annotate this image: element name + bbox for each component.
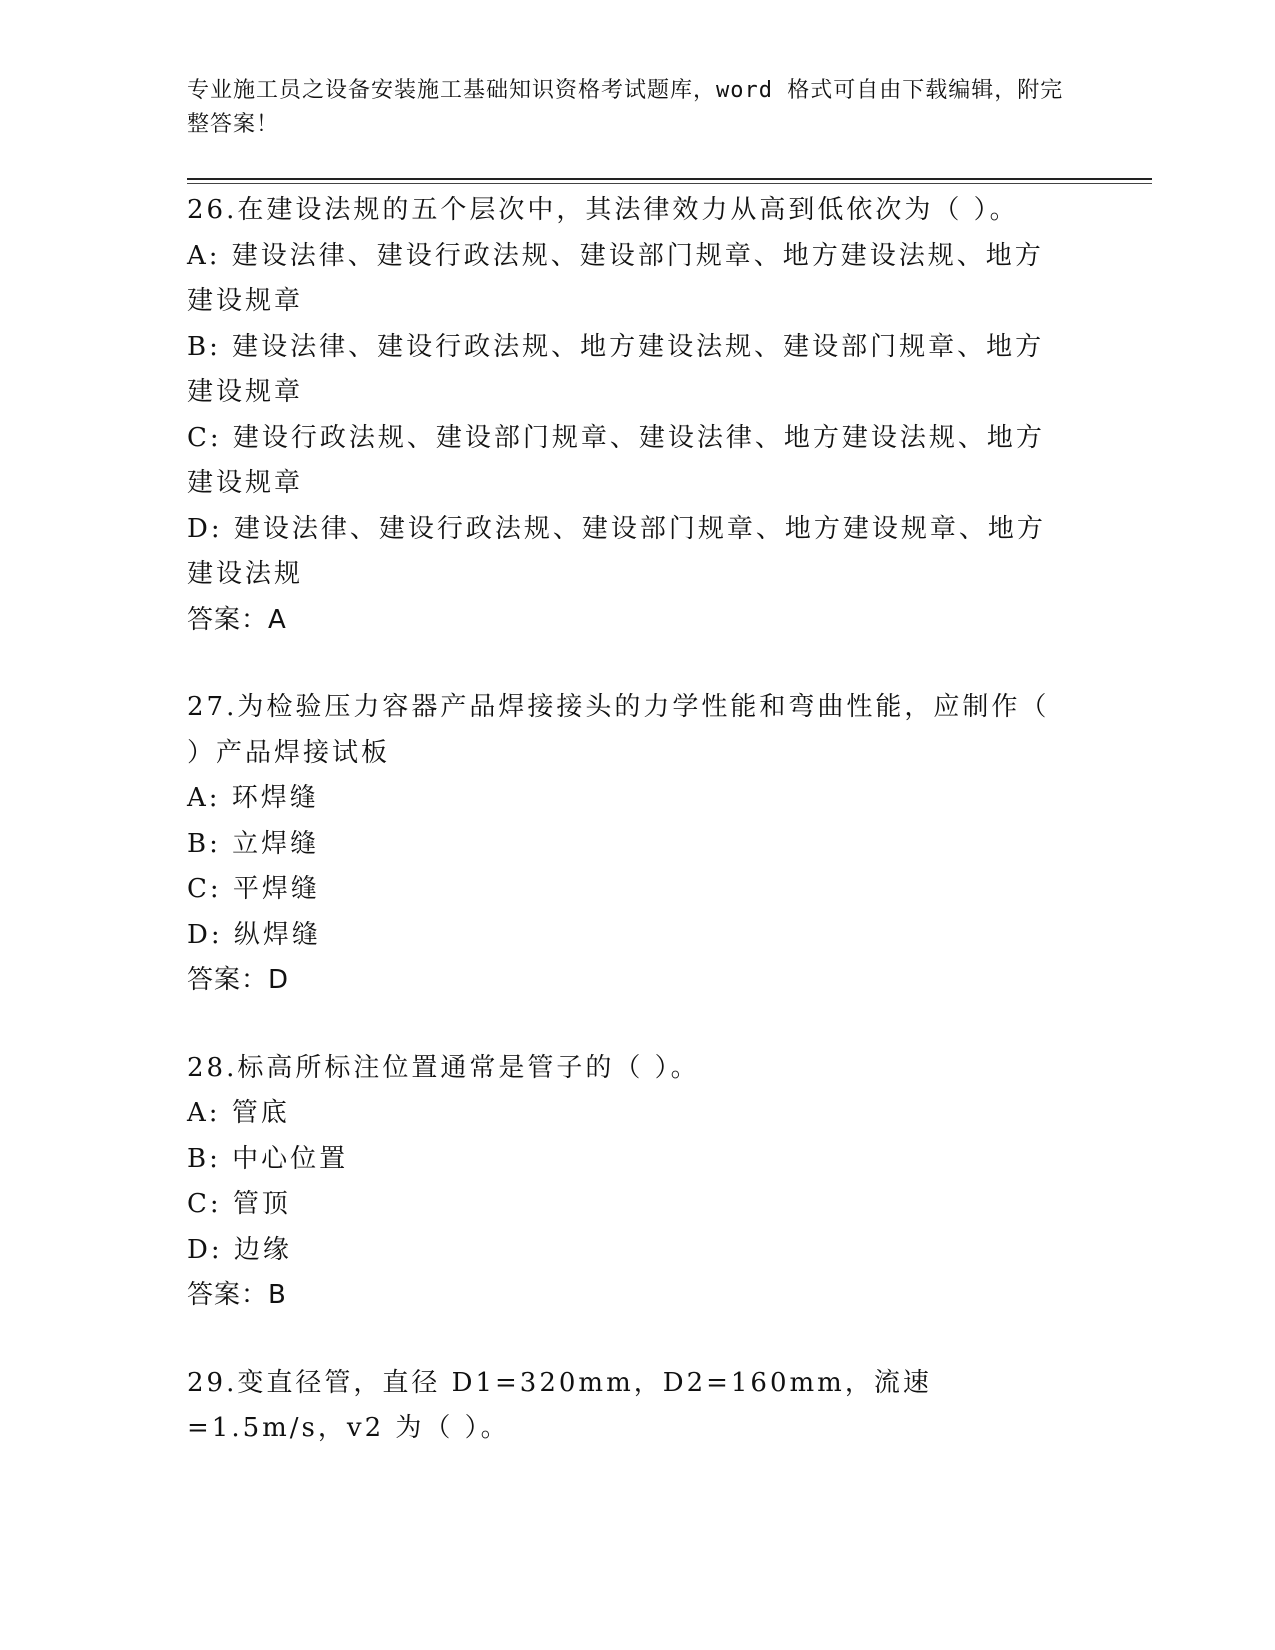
option-b: B: 建设法律、建设行政法规、地方建设法规、建设部门规章、地方建设规章	[187, 331, 1045, 407]
option-b: B: 中心位置	[187, 1143, 349, 1174]
option-d: D: 建设法律、建设行政法规、建设部门规章、地方建设规章、地方建设法规	[187, 513, 1046, 589]
option-d: D: 纵焊缝	[187, 919, 321, 950]
question-list	[187, 188, 1087, 1494]
option-d: D: 边缘	[187, 1234, 292, 1265]
question-29	[187, 1361, 1087, 1452]
option-b: B: 立焊缝	[187, 828, 320, 859]
question-27	[187, 685, 1087, 1004]
answer: 答案：A	[187, 604, 287, 635]
option-a: A: 管底	[187, 1098, 290, 1128]
option-c: C: 管顶	[187, 1189, 291, 1219]
question-text: 27.为检验压力容器产品焊接接头的力学性能和弯曲性能，应制作（ ）产品焊接试板	[187, 692, 1050, 768]
question-28	[187, 1046, 1087, 1319]
header-divider-thin	[187, 183, 1152, 184]
header-divider	[187, 178, 1152, 180]
answer: 答案：D	[187, 965, 290, 995]
question-text: 28.标高所标注位置通常是管子的（ ）。	[187, 1052, 700, 1083]
option-a: A: 环焊缝	[187, 783, 319, 813]
question-26	[187, 188, 1087, 643]
option-a: A: 建设法律、建设行政法规、建设部门规章、地方建设法规、地方建设规章	[187, 240, 1044, 316]
option-c: C: 建设行政法规、建设部门规章、建设法律、地方建设法规、地方建设规章	[187, 422, 1045, 498]
question-text: 26.在建设法规的五个层次中，其法律效力从高到低依次为（ ）。	[187, 195, 1019, 225]
answer: 答案：B	[187, 1280, 287, 1310]
question-text: 29.变直径管，直径 D1=320mm，D2=160mm，流速=1.5m/s，v2 为（ ）。	[187, 1367, 932, 1443]
option-c: C: 平焊缝	[187, 874, 320, 904]
document-header: 专业施工员之设备安装施工基础知识资格考试题库，word 格式可自由下载编辑，附完整答案！	[187, 78, 1064, 137]
